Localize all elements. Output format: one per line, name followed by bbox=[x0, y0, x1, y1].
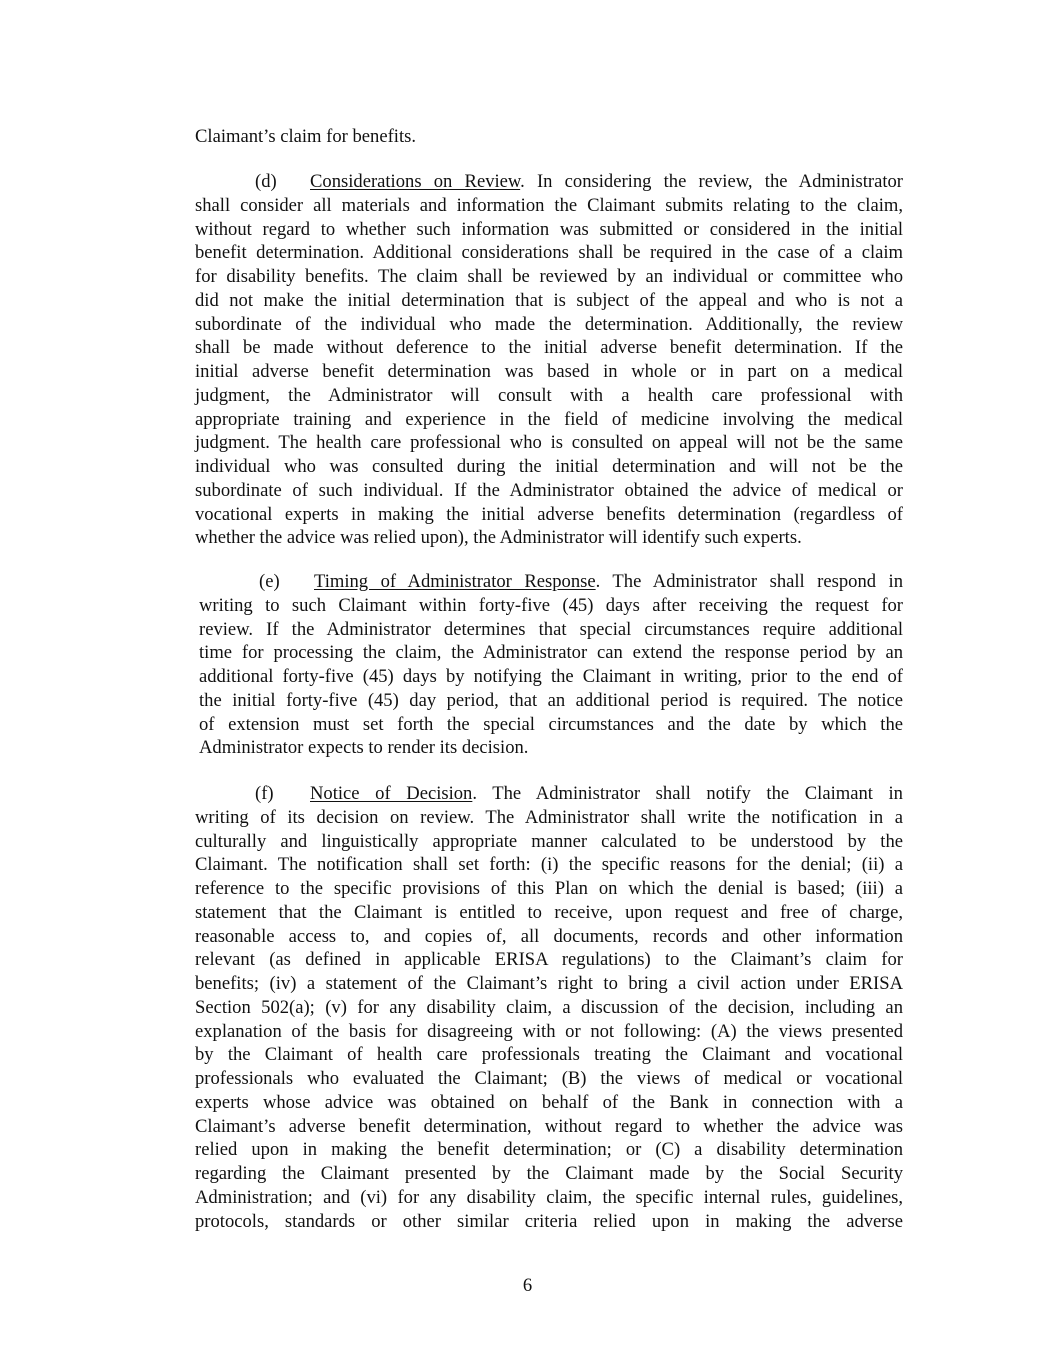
text-line: did not make the initial determination that is subject of the appeal and who is not a bbox=[195, 289, 903, 311]
text-line: the initial forty-five (45) day period, that an additional period is required. The notice bbox=[199, 689, 903, 711]
text-line: additional forty-five (45) days by notifying the Claimant in writing, prior to the end of bbox=[199, 666, 903, 687]
text-line: of extension must set forth the special circumstances and the date by which the bbox=[199, 713, 903, 735]
text-line: benefit determination. Additional considerations shall be required in the case of a claim bbox=[195, 242, 903, 264]
text-line: appropriate training and experience in the field of medicine involving the medical bbox=[195, 408, 903, 430]
text-line: initial adverse benefit determination was based in whole or in part on a medical bbox=[195, 361, 903, 382]
text-line: whether the advice was relied upon), the Administrator will identify such experts. bbox=[195, 527, 802, 549]
text-line: benefits; (iv) a statement of the Claimant’s right to bring a civil action under ERISA bbox=[195, 973, 903, 994]
line-text: . The Administrator shall notify the Claimant in bbox=[472, 783, 903, 804]
text-line: individual who was consulted during the initial determination and will not be the bbox=[195, 456, 903, 477]
section-heading: Notice of Decision bbox=[310, 783, 473, 804]
paragraph-d bbox=[195, 170, 903, 550]
text-line: experts whose advice was obtained on behalf of the Bank in connection with a bbox=[195, 1091, 903, 1113]
text-line: judgment. The health care professional who is consulted on appeal will not be the same bbox=[195, 432, 903, 454]
text-line: subordinate of the individual who made the determination. Additionally, the review bbox=[195, 313, 903, 335]
paragraph-e bbox=[199, 570, 903, 760]
text-line: Administration; and (vi) for any disability claim, the specific internal rules, guidelines, bbox=[195, 1186, 903, 1208]
text-line: reasonable access to, and copies of, all documents, records and other information bbox=[195, 925, 903, 947]
text-line: relied upon in making the benefit determination; or (C) a disability determination bbox=[195, 1139, 903, 1161]
text-line: judgment, the Administrator will consult with a health care professional with bbox=[195, 384, 903, 406]
text-line bbox=[195, 170, 903, 194]
text-line: relevant (as defined in applicable ERISA regulations) to the Claimant’s claim for bbox=[195, 949, 903, 971]
paragraph-f bbox=[195, 782, 903, 1233]
page-number: 6 bbox=[522, 1275, 533, 1296]
text-line: professionals who evaluated the Claimant; (B) the views of medical or vocational bbox=[195, 1068, 903, 1089]
section-label: (d) bbox=[255, 171, 277, 192]
text-line: time for processing the claim, the Administrator can extend the response period by an bbox=[199, 642, 903, 664]
text-line: review. If the Administrator determines that special circumstances require additional bbox=[199, 618, 903, 640]
text-line: protocols, standards or other similar criteria relied upon in making the adverse bbox=[195, 1210, 903, 1232]
text-line: reference to the specific provisions of this Plan on which the denial is based; (iii) a bbox=[195, 878, 903, 899]
paragraph-intro bbox=[195, 125, 903, 149]
text-line: writing to such Claimant within forty-five (45) days after receiving the request for bbox=[199, 594, 903, 616]
text-line: Section 502(a); (v) for any disability claim, a discussion of the decision, including an bbox=[195, 996, 903, 1018]
text-line: Administrator expects to render its decision. bbox=[199, 737, 529, 759]
text-line: explanation of the basis for disagreeing with or not following: (A) the views presented bbox=[195, 1020, 903, 1042]
section-heading: Considerations on Review bbox=[310, 171, 521, 192]
text-line: writing of its decision on review. The Administrator shall write the notification in a bbox=[195, 806, 903, 828]
text-line: statement that the Claimant is entitled to receive, upon request and free of charge, bbox=[195, 901, 903, 923]
text-line: culturally and linguistically appropriate manner calculated to be understood by the bbox=[195, 830, 903, 852]
text-line: by the Claimant of health care professionals treating the Claimant and vocational bbox=[195, 1044, 903, 1066]
text-line: without regard to whether such information was submitted or considered in the initial bbox=[195, 218, 903, 240]
line-text: . In considering the review, the Administrator bbox=[520, 171, 903, 192]
text-line bbox=[199, 570, 903, 594]
section-label: (e) bbox=[259, 571, 280, 592]
text-line: regarding the Claimant presented by the Claimant made by the Social Security bbox=[195, 1163, 903, 1184]
section-heading: Timing of Administrator Response bbox=[314, 571, 596, 592]
text-line: Claimant’s adverse benefit determination, without regard to whether the advice was bbox=[195, 1115, 903, 1137]
text-line: shall consider all materials and information the Claimant submits relating to the claim, bbox=[195, 194, 903, 216]
line-text: . The Administrator shall respond in bbox=[595, 571, 904, 592]
text-line: Claimant. The notification shall set forth: (i) the specific reasons for the denial; (ii) a bbox=[195, 854, 903, 876]
text-line: shall be made without deference to the initial adverse benefit determination. If the bbox=[195, 337, 903, 359]
text-line: subordinate of such individual. If the Administrator obtained the advice of medical or bbox=[195, 479, 903, 501]
text-line: Claimant’s claim for benefits. bbox=[195, 126, 417, 147]
text-line: vocational experts in making the initial adverse benefits determination (regardless of bbox=[195, 503, 903, 525]
text-line bbox=[195, 782, 903, 806]
section-label: (f) bbox=[255, 783, 274, 804]
text-line: for disability benefits. The claim shall be reviewed by an individual or committee who bbox=[195, 266, 903, 287]
